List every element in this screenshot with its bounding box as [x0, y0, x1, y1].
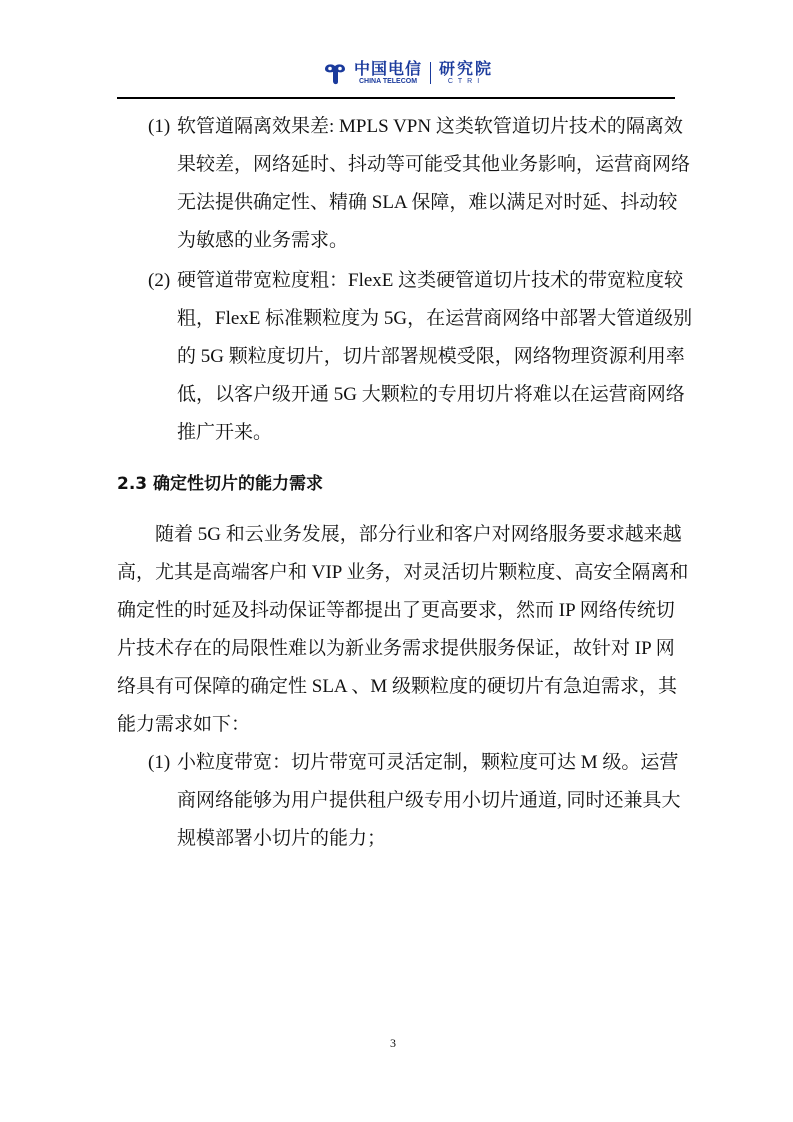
paragraph-line: 高，尤其是高端客户和 VIP 业务，对灵活切片颗粒度、高安全隔离和	[117, 562, 689, 583]
header-rule	[117, 97, 675, 99]
china-telecom-wordmark	[354, 60, 422, 86]
item-line: 为敏感的业务需求。	[177, 230, 349, 251]
item-line: 的 5G 颗粒度切片，切片部署规模受限，网络物理资源利用率	[177, 346, 685, 367]
paragraph-line: 能力需求如下：	[117, 714, 251, 735]
item-number: (1)	[148, 116, 171, 137]
ctri-wordmark	[439, 60, 493, 86]
logo-divider	[430, 62, 431, 84]
item-line: 软管道隔离效果差: MPLS VPN 这类软管道切片技术的隔离效	[177, 116, 683, 137]
list-item	[117, 744, 681, 858]
item-line: 无法提供确定性、精确 SLA 保障，难以满足对时延、抖动较	[177, 192, 678, 213]
item-line: 规模部署小切片的能力；	[177, 828, 387, 849]
paragraph-line: 片技术存在的局限性难以为新业务需求提供服务保证，故针对 IP 网	[117, 638, 675, 659]
item-line: 粗，FlexE 标准颗粒度为 5G，在运营商网络中部署大管道级别	[177, 308, 693, 329]
item-line: 小粒度带宽：切片带宽可灵活定制，颗粒度可达 M 级。运营	[177, 752, 679, 773]
logo-chinese-name: 中国电信	[354, 59, 423, 78]
page-body	[117, 108, 693, 858]
institute-english-name: CTRI	[447, 78, 485, 85]
institute-chinese-name: 研究院	[439, 59, 494, 78]
paragraph-line: 确定性的时延及抖动保证等都提出了更高要求，然而 IP 网络传统切	[117, 600, 675, 621]
section-heading: 2.3 确定性切片的能力需求	[117, 474, 324, 494]
china-telecom-emblem-icon	[322, 60, 348, 86]
paragraph-line: 随着 5G 和云业务发展，部分行业和客户对网络服务要求越来越	[155, 524, 682, 545]
item-line: 果较差，网络延时、抖动等可能受其他业务影响，运营商网络	[177, 154, 691, 175]
paragraph-line: 络具有可保障的确定性 SLA 、M 级颗粒度的硬切片有急迫需求，其	[117, 676, 677, 697]
logo-english-name: CHINA TELECOM	[358, 78, 418, 85]
page-header	[0, 52, 793, 92]
section-paragraph	[117, 516, 689, 744]
list-item	[117, 108, 691, 260]
item-line: 硬管道带宽粒度粗：FlexE 这类硬管道切片技术的带宽粒度较	[177, 270, 684, 291]
list-item	[117, 262, 693, 452]
item-number: (1)	[148, 752, 171, 773]
item-number: (2)	[148, 270, 171, 291]
china-telecom-ctri-logo	[322, 58, 493, 88]
item-line: 低，以客户级开通 5G 大颗粒的专用切片将难以在运营商网络	[177, 384, 685, 405]
page-number: 3	[390, 1036, 396, 1050]
item-line: 推广开来。	[177, 422, 273, 443]
item-line: 商网络能够为用户提供租户级专用小切片通道, 同时还兼具大	[177, 790, 681, 811]
